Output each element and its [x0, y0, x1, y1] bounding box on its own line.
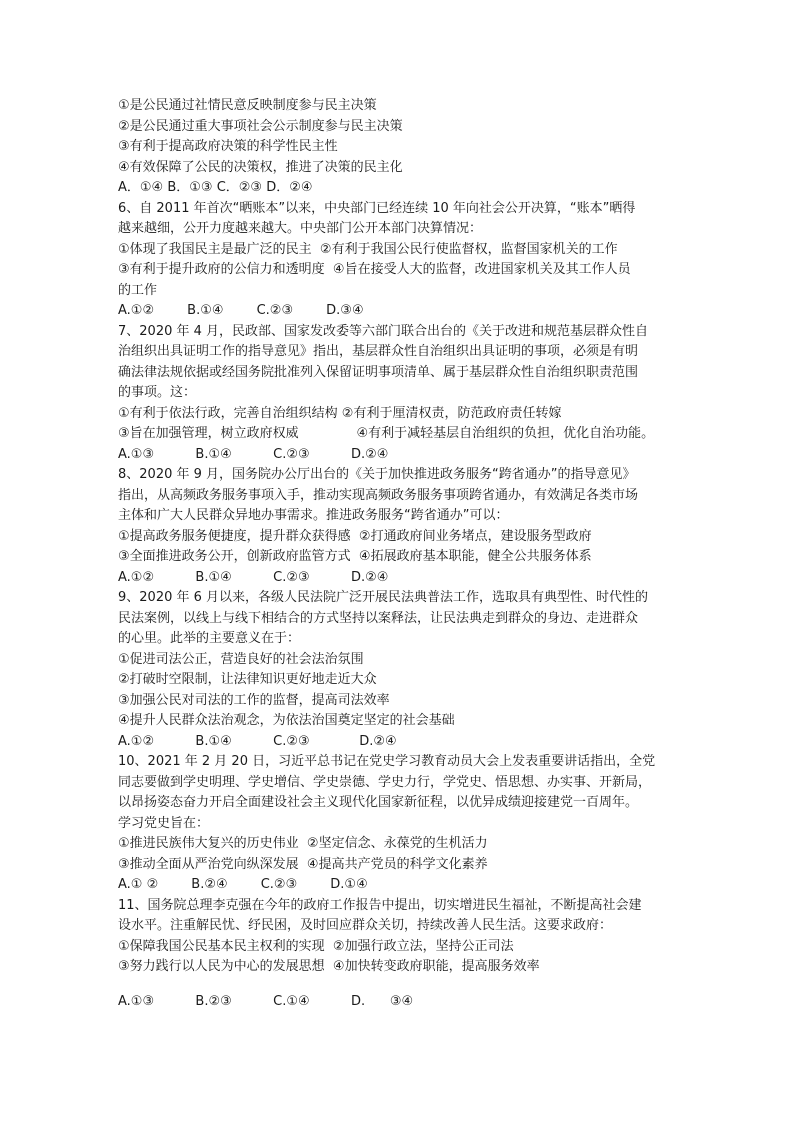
- text-line: ④提升人民群众法治观念，为依法治国奠定坚定的社会基础: [118, 713, 455, 728]
- text-line: 11、国务院总理李克强在今年的政府工作报告中提出，切实增进民生福祉，不断提高社会建: [118, 897, 642, 913]
- text-line: ③旨在加强管理，树立政府权威 ④有利于减轻基层自治组织的负担，优化自治功能。: [118, 426, 655, 441]
- text-line: ④有效保障了公民的决策权，推进了决策的民主化: [118, 159, 403, 175]
- text-line: 学习党史旨在：: [118, 815, 210, 831]
- text-line: A．①④ B．①③ C．②③ D．②④: [118, 180, 313, 195]
- text-line: 的事项。这：: [118, 385, 197, 400]
- text-line: 确法律法规依据或经国务院批准列入保留证明事项清单、属于基层群众性自治组织职责范围: [118, 364, 639, 380]
- text-line: A.①② B.①④ C.②③ D.③④: [118, 303, 364, 318]
- document-page: [118, 96, 688, 1012]
- text-line: ①体现了我国民主是最广泛的民主 ②有利于我国公民行使监督权，监督国家机关的工作: [118, 241, 618, 257]
- text-line: ③努力践行以人民为中心的发展思想 ④加快转变政府职能，提高服务效率: [118, 959, 540, 974]
- text-line: 以昂扬姿态奋力开启全面建设社会主义现代化国家新征程，以优异成绩迎接建党一百周年。: [118, 795, 639, 810]
- text-line: ①提高政务服务便捷度，提升群众获得感 ②打通政府间业务堵点，建设服务型政府: [118, 528, 592, 544]
- blank-gap: [118, 978, 688, 992]
- text-line: ②是公民通过重大事项社会公示制度参与民主决策: [118, 118, 403, 134]
- text-line: 7、2020 年 4 月，民政部、国家发改委等六部门联合出台的《关于改进和规范基层群众性自: [118, 323, 649, 339]
- text-line: ①促进司法公正，营造良好的社会法治氛围: [118, 651, 364, 667]
- text-line: A.①③ B.①④ C.②③ D.②④: [118, 446, 389, 462]
- text-line: A.①② B.①④ C.②③ D.②④: [118, 569, 389, 585]
- final-answer-options: A.①③ B.②③ C.①④ D. ③④: [118, 993, 414, 1009]
- text-line: 的心里。此举的主要意义在于：: [118, 631, 301, 646]
- text-line: A.①② B.①④ C.②③ D.②④: [118, 733, 397, 749]
- text-line: ③有利于提升政府的公信力和透明度 ④旨在接受人大的监督，改进国家机关及其工作人员: [118, 262, 631, 277]
- text-line: 9、2020 年 6 月以来，各级人民法院广泛开展民法典普法工作，选取具有典型性、时代性的: [118, 590, 649, 605]
- text-line: 的工作: [118, 282, 158, 298]
- text-line: 同志要做到学史明理、学史增信、学史崇德、学史力行，学党史、悟思想、办实事、开新局，: [118, 774, 652, 790]
- document-text: [118, 96, 688, 978]
- text-line: 越来越细，公开力度越来越大。中央部门公开本部门决算情况：: [118, 221, 483, 236]
- text-line: ②打破时空限制，让法律知识更好地走近大众: [118, 672, 377, 687]
- text-line: 8、2020 年 9 月，国务院办公厅出台的《关于加快推进政务服务“跨省通办”的指导意见》: [118, 467, 636, 482]
- text-line: 10、2021 年 2 月 20 日，习近平总书记在党史学习教育动员大会上发表重要讲话指出，全党: [118, 754, 656, 769]
- text-line: A.① ② B.②④ C.②③ D.①④: [118, 877, 368, 892]
- text-line: ①有利于依法行政，完善自治组织结构 ②有利于厘清权责，防范政府责任转嫁: [118, 405, 562, 421]
- text-line: 指出，从高频政务服务事项入手，推动实现高频政务服务事项跨省通办，有效满足各类市场: [118, 487, 639, 503]
- text-line: 设水平。注重解民忧、纾民困，及时回应群众关切，持续改善人民生活。这要求政府：: [118, 918, 613, 933]
- text-line: ③有利于提高政府决策的科学性民主性: [118, 139, 338, 154]
- text-line: ①是公民通过社情民意反映制度参与民主决策: [118, 98, 377, 113]
- text-line: ③加强公民对司法的工作的监督，提高司法效率: [118, 692, 390, 708]
- text-line: 主体和广大人民群众异地办事需求。推进政务服务“跨省通办”可以：: [118, 508, 509, 523]
- text-line: ①推进民族伟大复兴的历史伟业 ②坚定信念、永葆党的生机活力: [118, 836, 488, 851]
- text-line: ③全面推进政务公开，创新政府监管方式 ④拓展政府基本职能，健全公共服务体系: [118, 549, 592, 564]
- text-line: 民法案例，以线上与线下相结合的方式坚持以案释法，让民法典走到群众的身边、走进群众: [118, 610, 639, 626]
- text-line: ①保障我国公民基本民主权利的实现 ②加强行政立法，坚持公正司法: [118, 938, 514, 954]
- text-line: ③推动全面从严治党向纵深发展 ④提高共产党员的科学文化素养: [118, 856, 488, 872]
- text-line: 治组织出具证明工作的指导意见》指出，基层群众性自治组织出具证明的事项，必须是有明: [118, 344, 639, 359]
- text-line: 6、自 2011 年首次“晒账本”以来，中央部门已经连续 10 年向社会公开决算，“账本”晒得: [118, 200, 636, 216]
